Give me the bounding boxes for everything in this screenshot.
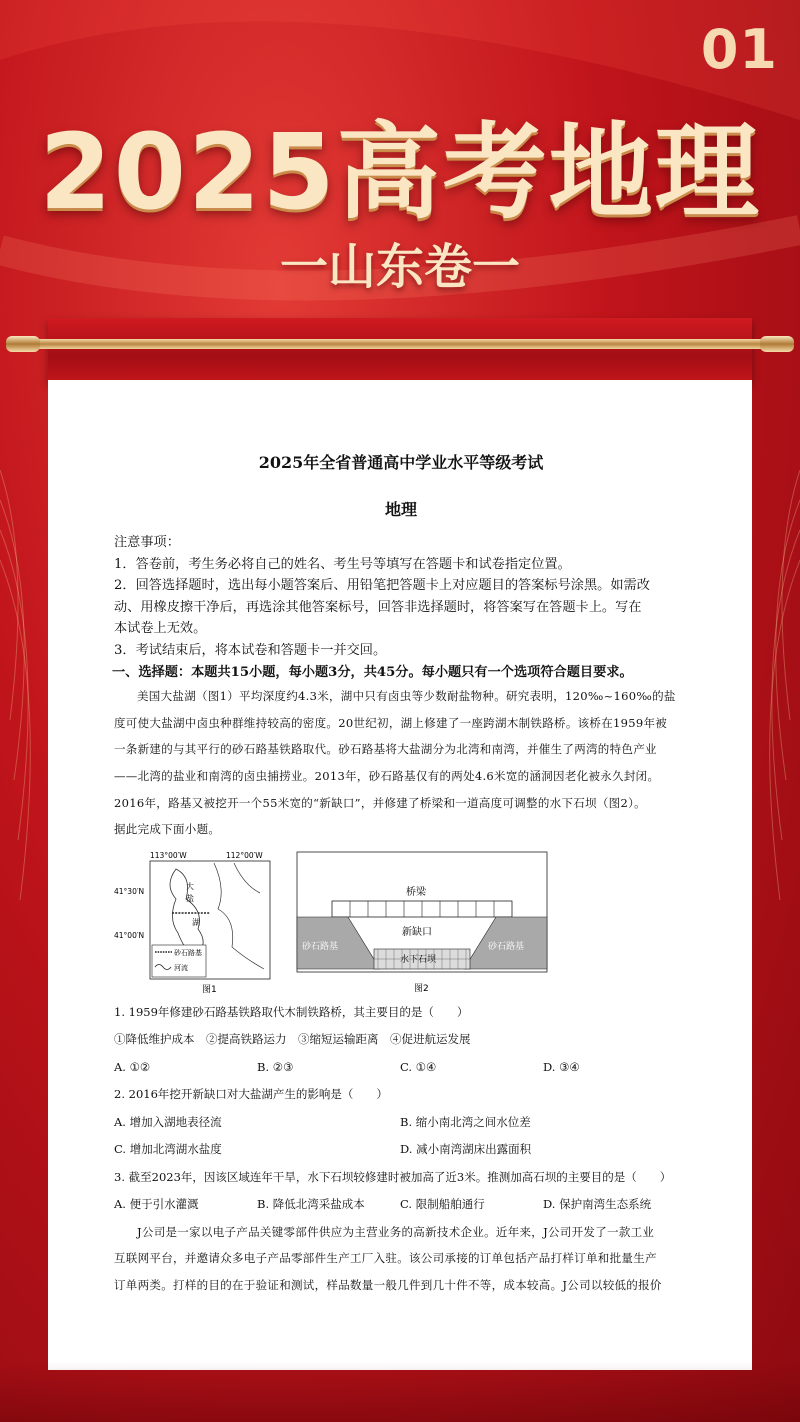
notice-line: 1．答卷前，考生务必将自己的姓名、考生号等填写在答题卡和试卷指定位置。	[114, 556, 571, 572]
passage-line: 一条新建的与其平行的砂石路基铁路取代。砂石路基将大盐湖分为北湾和南湾，并催生了两湾的特色产业	[114, 742, 657, 757]
scroll-rod	[0, 336, 800, 352]
option: A. ①②	[114, 1059, 151, 1074]
option: C. 增加北湾湖水盐度	[114, 1142, 222, 1157]
notice-line: 2．回答选择题时，选出每小题答案后、用铅笔把答题卡上对应题目的答案标号涂黑。如需改	[114, 578, 650, 594]
main-title: 2025高考地理	[39, 111, 761, 233]
question-3-options	[114, 1191, 688, 1219]
passage-line: 度可使大盐湖中卤虫种群维持较高的密度。20世纪初，湖上修建了一座跨湖木制铁路桥。该桥在1959年被	[114, 715, 668, 730]
lake-label: 大	[186, 881, 194, 891]
lat-label: 41°00′N	[114, 930, 145, 940]
figure-2-caption: 图2	[414, 983, 429, 994]
option: B. ②③	[257, 1059, 294, 1074]
notice-line: 3．考试结束后，将本试卷和答题卡一并交回。	[114, 642, 387, 658]
figure-1-map	[114, 849, 274, 999]
passage-line: 互联网平台，并邀请众多电子产品零部件生产工厂入驻。该公司承接的订单包括产品打样订单和批量生产	[114, 1251, 657, 1266]
sub-title: 一山东卷一	[279, 239, 520, 295]
question-2-options	[114, 1109, 688, 1164]
lake-label: 湖	[192, 917, 200, 927]
option: A. 增加入湖地表径流	[114, 1114, 222, 1129]
passage-line: 2016年，路基又被挖开一个55米宽的“新缺口”，并修建了桥梁和一道高度可调整的水下石坝（图2）。	[114, 795, 646, 810]
bridge-label: 桥梁	[406, 886, 426, 898]
passage-line: 订单两类。打样的目的在于验证和测试，样品数量一般几件到几十件不等，成本较高。J公司以较低的报价	[114, 1277, 662, 1292]
figure-2-diagram	[296, 851, 550, 1001]
bottom-shade	[0, 1362, 800, 1422]
option: C. 限制船舶通行	[400, 1197, 485, 1212]
exam-subject: 地理	[384, 500, 417, 519]
figures	[114, 849, 688, 999]
option: C. ①④	[400, 1059, 437, 1074]
option: B. 降低北湾采盐成本	[257, 1197, 365, 1212]
option: D. 减小南湾湖床出露面积	[400, 1142, 532, 1157]
lon-label: 112°00′W	[226, 850, 263, 860]
figure-1-caption: 图1	[202, 984, 217, 995]
dam-label: 水下石坝	[400, 954, 437, 965]
legend-river: 河流	[174, 963, 188, 972]
option: D. ③④	[543, 1059, 580, 1074]
option: D. 保护南湾生态系统	[543, 1197, 652, 1212]
notice-line: 本试卷上无效。	[114, 621, 207, 637]
right-road-label: 砂石路基	[488, 941, 525, 952]
exam-paper	[48, 380, 752, 1370]
question-1-options	[114, 1054, 688, 1082]
question-3-stem: 3. 截至2023年，因该区域连年干旱，水下石坝较修建时被加高了近3米。推测加高石坝的主要目的是（ ）	[114, 1169, 672, 1184]
question-1-items: ①降低维护成本 ②提高铁路运力 ③缩短运输距离 ④促进航运发展	[114, 1032, 471, 1047]
passage-line: 据此完成下面小题。	[114, 822, 221, 837]
passage-line: J公司是一家以电子产品关键零部件供应为主营业务的高新技术企业。近年来，J公司开发了一款工业	[137, 1224, 655, 1239]
exam-document	[114, 450, 688, 1299]
lat-label: 41°30′N	[114, 886, 145, 896]
passage-line: 美国大盐湖（图1）平均深度约4.3米，湖中只有卤虫等少数耐盐物种。研究表明，120‰~160‰的盐	[137, 689, 676, 704]
exam-title: 2025年全省普通高中学业水平等级考试	[258, 453, 544, 472]
question-2-stem: 2. 2016年挖开新缺口对大盐湖产生的影响是（ ）	[114, 1087, 388, 1102]
left-road-label: 砂石路基	[302, 941, 339, 952]
lon-label: 113°00′W	[150, 850, 187, 860]
legend-road: 砂石路基	[174, 948, 202, 957]
section-heading: 一、选择题：本题共15小题，每小题3分，共45分。每小题只有一个选项符合题目要求。	[112, 664, 633, 680]
passage-line: ——北湾的盐业和南湾的卤虫捕捞业。2013年，砂石路基仅有的两处4.6米宽的涵洞因老化被永久封闭。	[114, 768, 660, 783]
option: A. 便于引水灌溉	[114, 1197, 199, 1212]
page-number: 01	[700, 18, 778, 81]
gap-label: 新缺口	[402, 926, 432, 938]
notice-line: 动、用橡皮擦干净后，再选涂其他答案标号，回答非选择题时，将答案写在答题卡上。写在	[114, 599, 642, 615]
notice-heading: 注意事项：	[114, 535, 180, 550]
lake-label: 盐	[186, 893, 194, 903]
option: B. 缩小南北湾之间水位差	[400, 1114, 531, 1129]
question-1-stem: 1. 1959年修建砂石路基铁路取代木制铁路桥，其主要目的是（ ）	[114, 1004, 469, 1019]
